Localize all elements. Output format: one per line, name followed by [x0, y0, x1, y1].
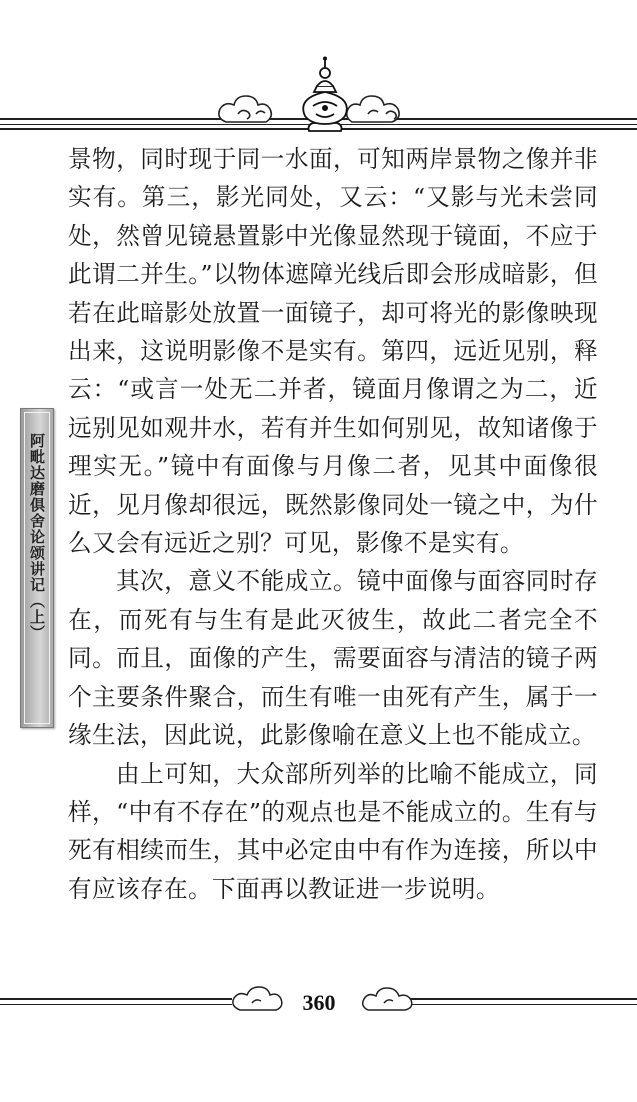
paragraph-continued: 景物，同时现于同一水面，可知两岸景物之像并非实有。第三，影光同处，又云：“又影与光未尝同处，然曾见镜悬置影中光像显然现于镜面，不应于此谓二并生。”以物体遮障光线后即会形成暗影，但若在此暗影处放置一面镜子，却可将光的影像映现出来，这说明影像不是实有。第四，远近见别，释云：“或言一处无二并者，镜面月像谓之为二，近远别见如观井水，若有并生如何别见，故知诸像于理实无。”镜中有面像与月像二者，见其中面像很近，见月像却很远，既然影像同处一镜之中，为什么又会有远近之别？可见，影像不是实有。	[68, 145, 598, 558]
page-number: 360	[302, 990, 336, 1015]
book-title-vertical: 阿毗达磨俱舍论颂讲记（上）	[28, 433, 46, 641]
body-text	[68, 140, 598, 908]
paragraph: 由上可知，大众部所列举的比喻不能成立，同样，“中有不存在”的观点也是不能成立的。生有与死有相续而生，其中必定由中有作为连接，所以中有应该存在。下面再以教证进一步说明。	[68, 759, 598, 903]
paragraph: 其次，意义不能成立。镜中面像与面容同时存在，而死有与生有是此灭彼生，故此二者完全不同。而且，面像的产生，需要面容与清洁的镜子两个主要条件聚合，而生有唯一由死有产生，属于一缘生法，因此说，此影像喻在意义上也不能成立。	[68, 567, 598, 750]
book-title-tab	[20, 408, 54, 728]
treasure-vase-ornament-icon	[0, 56, 637, 136]
